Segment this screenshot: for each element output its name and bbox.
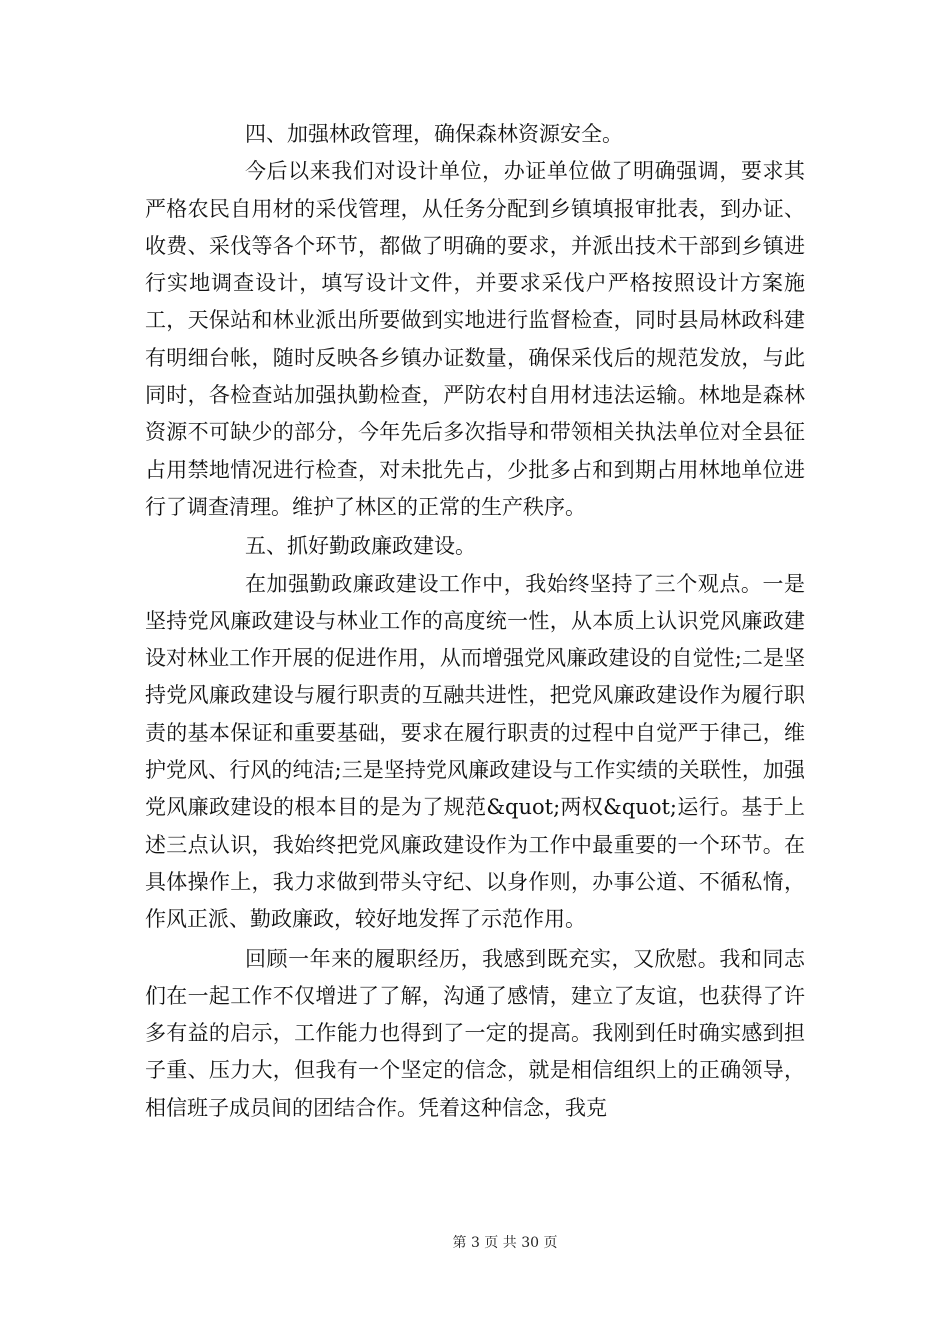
section-four-heading: 四、加强林政管理，确保森林资源安全。 xyxy=(245,122,623,146)
section-five-heading: 五、抓好勤政廉政建设。 xyxy=(245,534,476,559)
review-paragraph: 回顾一年来的履职经历，我感到既充实，又欣慰。我和同志们在一起工作不仅增进了了解，沟通了感情，建立了友谊，也获得了许多有益的启示，工作能力也得到了一定的提高。我刚到任时确实感到担子重、压力大，但我有一个坚定的信念，就是相信组织上的正确领导，相信班子成员间的团结合作。凭着这种信念，我克 xyxy=(145,946,805,1120)
section-four-paragraph: 今后以来我们对设计单位，办证单位做了明确强调，要求其严格农民自用材的采伐管理，从任务分配到乡镇填报审批表，到办证、收费、采伐等各个环节，都做了明确的要求，并派出技术干部到乡镇进行实地调查设计，填写设计文件，并要求采伐户严格按照设计方案施工，天保站和林业派出所要做到实地进行监督检查，同时县局林政科建有明细台帐，随时反映各乡镇办证数量，确保采伐后的规范发放，与此同时，各检查站加强执勤检查，严防农村自用材违法运输。林地是森林资源不可缺少的部分，今年先后多次指导和带领相关执法单位对全县征占用禁地情况进行检查，对未批先占，少批多占和到期占用林地单位进行了调查清理。维护了林区的正常的生产秩序。 xyxy=(145,159,805,519)
page-number-footer: 第 3 页 共 30 页 xyxy=(452,1235,558,1251)
section-five-paragraph: 在加强勤政廉政建设工作中，我始终坚持了三个观点。一是坚持党风廉政建设与林业工作的高度统一性，从本质上认识党风廉政建设对林业工作开展的促进作用，从而增强党风廉政建设的自觉性;二是坚持党风廉政建设与履行职责的互融共进性，把党风廉政建设作为履行职责的基本保证和重要基础，要求在履行职责的过程中自觉严于律己，维护党风、行风的纯洁;三是坚持党风廉政建设与工作实绩的关联性，加强党风廉政建设的根本目的是为了规范&quot;两权&quot;运行。基于上述三点认识，我始终把党风廉政建设作为工作中最重要的一个环节。在具体操作上，我力求做到带头守纪、以身作则，办事公道、不循私惰，作风正派、勤政廉政，较好地发挥了示范作用。 xyxy=(145,571,805,932)
document-body xyxy=(145,116,805,1127)
